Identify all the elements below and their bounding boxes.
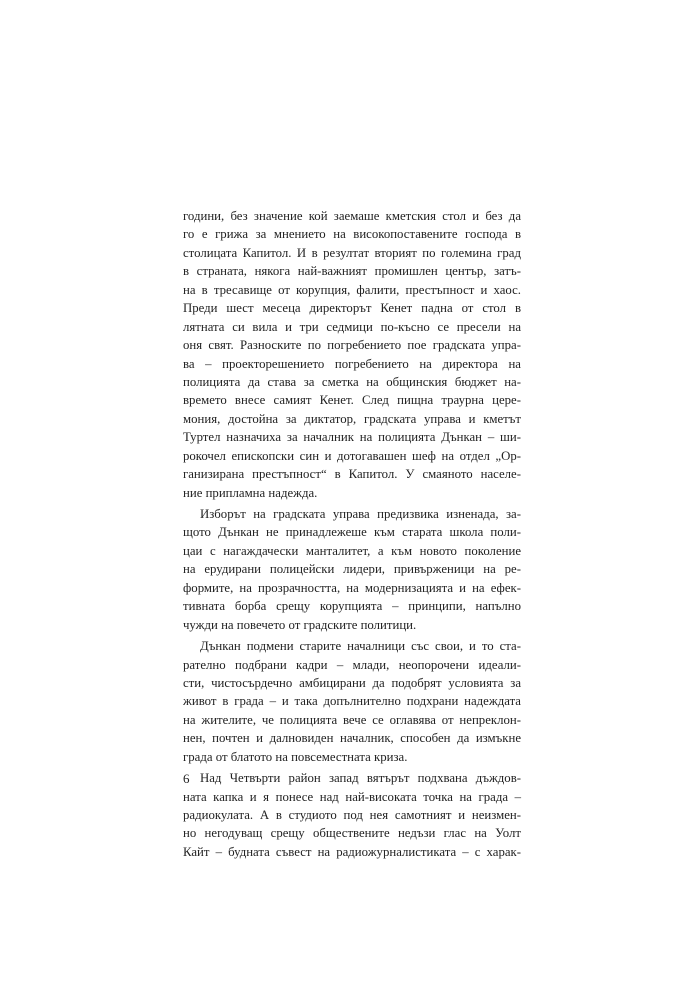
text-line: но негодуващ срещу обществените недъзи глас на Уолт — [183, 826, 521, 841]
text-line: на в тресавище от корупция, фалити, престъпност и хаос. — [183, 282, 521, 297]
text-line: оня свят. Разноските по погребението пое градската упра- — [183, 338, 521, 353]
text-line: ната капка и я понесе над най-високата точка на града – — [183, 789, 521, 804]
text-line: Над Четвърти район запад вятърът подхвана дъждов- — [200, 771, 521, 786]
text-line: в страната, някога най-важният промишлен център, затъ- — [183, 264, 521, 279]
text-line: полицията да става за сметка на общинския бюджет на- — [183, 374, 521, 389]
text-line: рателно подбрани кадри – млади, неопорочени идеали- — [183, 657, 521, 672]
text-line: времето внесе самият Кенет. След пищна траурна цере- — [183, 393, 521, 408]
text-line: години, без значение кой заемаше кметския стол и без да — [183, 209, 521, 223]
text-line: радиокулата. А в студиото под нея самотният и неизмен- — [183, 808, 521, 822]
text-line: мония, достойна за диктатор, градската управа и кметът — [183, 411, 521, 426]
body-text — [183, 207, 521, 861]
text-line: Дънкан подмени старите началници със свои, и то ста- — [200, 639, 521, 654]
text-line: Кайт – будната съвест на радиожурналистиката – с харак- — [183, 844, 521, 859]
text-line: на жителите, че полицията вече се оглавява от непреклон- — [183, 712, 521, 727]
text-line: на ерудирани полицейски лидери, привърженици на ре- — [183, 562, 521, 577]
text-line: щото Дънкан не принадлежеше към старата школа поли- — [183, 525, 521, 540]
text-line: го е грижа за мнението на високопоставените господа в — [183, 227, 521, 242]
text-line: града от блатото на повсеместната криза. — [183, 749, 408, 764]
page-number: 6 — [183, 771, 190, 786]
text-line: Преди шест месеца директорът Кенет падна от стол в — [183, 301, 521, 316]
text-line: тивната борба срещу корупцията – принципи, напълно — [183, 599, 521, 614]
text-line: живот в града – и така допълнително подхрани надеждата — [183, 694, 521, 709]
text-line: ва – проекторешението погребението на директора на — [183, 356, 521, 371]
paragraph-1 — [183, 207, 521, 502]
text-line: сти, чистосърдечно амбицирани да подобрят условията за — [183, 675, 521, 690]
text-line: ганизирана престъпност“ в Капитол. У смаяното населе- — [183, 467, 521, 482]
paragraph-2 — [183, 505, 521, 634]
text-line: лятната си вила и три седмици по-късно се пресели на — [183, 319, 521, 334]
text-line: столицата Капитол. И в резултат вторият по големина град — [183, 245, 521, 260]
text-line: нен, почтен и далновиден началник, способен да измъкне — [183, 731, 521, 746]
paragraph-3 — [183, 637, 521, 766]
paragraph-4 — [183, 769, 521, 861]
text-line: ние припламна надежда. — [183, 485, 318, 500]
text-line: цаи с нагаждачески манталитет, а към новото поколение — [183, 543, 521, 558]
text-line: рокочел епископски син и дотогавашен шеф на отдел „Ор- — [183, 448, 521, 463]
text-line: формите, на прозрачността, на модернизацията и на ефек- — [183, 580, 521, 595]
text-line: чужди на повечето от градските политици. — [183, 617, 417, 632]
text-line: Туртел назначиха за началник на полицията Дънкан – ши- — [183, 430, 521, 445]
text-line: Изборът на градската управа предизвика изненада, за- — [200, 507, 521, 521]
